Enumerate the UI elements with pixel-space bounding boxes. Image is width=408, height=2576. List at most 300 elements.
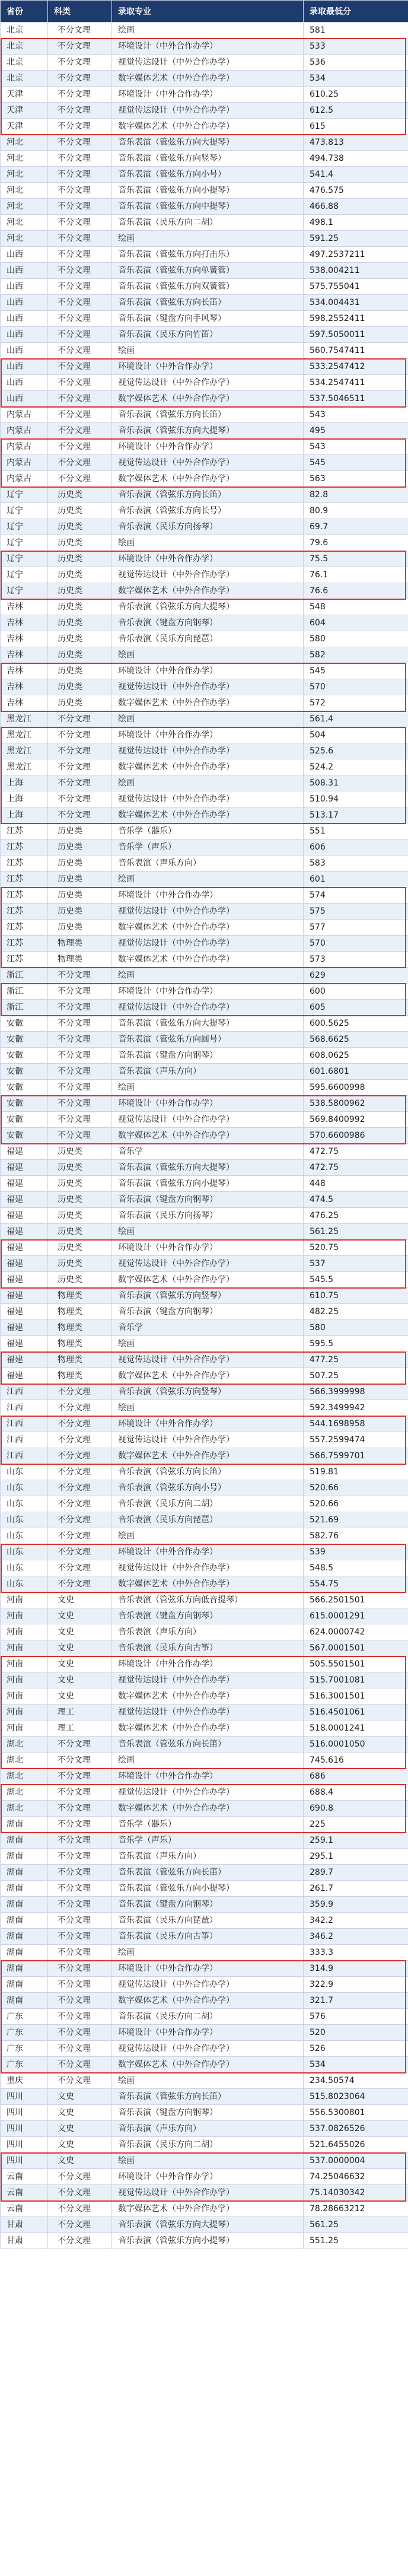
cell-major: 音乐表演（管弦乐方向打击乐） [112, 247, 304, 263]
cell-major: 绘画 [112, 343, 304, 359]
cell-min-score: 548 [304, 599, 408, 615]
cell-min-score: 600.5625 [304, 1016, 408, 1032]
cell-min-score: 472.75 [304, 1144, 408, 1160]
cell-category: 物理类 [48, 1336, 112, 1352]
table-row [1, 295, 408, 311]
cell-category: 历史类 [48, 1224, 112, 1240]
cell-min-score: 525.6 [304, 743, 408, 759]
cell-min-score: 505.5501501 [304, 1656, 408, 1672]
cell-major: 音乐表演（民乐方向扬琴） [112, 519, 304, 535]
cell-category: 不分文理 [48, 135, 112, 151]
table-row [1, 2169, 408, 2185]
cell-major: 音乐表演（民乐方向琵琶） [112, 631, 304, 647]
cell-major: 数字媒体艺术（中外合作办学） [112, 1368, 304, 1384]
cell-min-score: 545 [304, 663, 408, 679]
cell-min-score: 595.5 [304, 1336, 408, 1352]
cell-province: 湖北 [1, 1785, 48, 1801]
table-row [1, 167, 408, 183]
cell-min-score: 624.0000742 [304, 1624, 408, 1640]
cell-province: 四川 [1, 2153, 48, 2169]
table-row [1, 1833, 408, 1849]
cell-major: 环境设计（中外合作办学） [112, 1961, 304, 1977]
cell-province: 湖北 [1, 1737, 48, 1753]
cell-min-score: 537.5046511 [304, 391, 408, 407]
cell-category: 不分文理 [48, 407, 112, 423]
cell-major: 绘画 [112, 711, 304, 727]
cell-min-score: 448 [304, 1176, 408, 1192]
table-row [1, 1592, 408, 1608]
cell-major: 数字媒体艺术（中外合作办学） [112, 1128, 304, 1144]
cell-category: 不分文理 [48, 2169, 112, 2185]
table-row [1, 695, 408, 711]
table-row [1, 1624, 408, 1640]
cell-major: 环境设计（中外合作办学） [112, 1416, 304, 1432]
cell-major: 音乐表演（管弦乐方向大提琴） [112, 1016, 304, 1032]
cell-major: 视觉传达设计（中外合作办学） [112, 904, 304, 920]
table-row [1, 199, 408, 215]
cell-min-score: 534 [304, 2057, 408, 2073]
cell-province: 浙江 [1, 968, 48, 984]
table-row [1, 1993, 408, 2009]
cell-province: 上海 [1, 775, 48, 791]
cell-province: 吉林 [1, 615, 48, 631]
cell-category: 不分文理 [48, 1576, 112, 1592]
table-row [1, 119, 408, 135]
cell-province: 湖南 [1, 1945, 48, 1961]
cell-category: 不分文理 [48, 1801, 112, 1817]
table-row [1, 567, 408, 583]
cell-province: 内蒙古 [1, 423, 48, 439]
cell-province: 江西 [1, 1384, 48, 1400]
cell-major: 视觉传达设计（中外合作办学） [112, 791, 304, 807]
cell-major: 音乐表演（管弦乐方向大提琴） [112, 423, 304, 439]
table-row [1, 1064, 408, 1080]
cell-province: 山西 [1, 263, 48, 279]
cell-min-score: 76.6 [304, 583, 408, 599]
cell-min-score: 582 [304, 647, 408, 663]
table-row [1, 263, 408, 279]
cell-major: 音乐学 [112, 1320, 304, 1336]
cell-province: 黑龙江 [1, 759, 48, 775]
cell-province: 河南 [1, 1704, 48, 1720]
cell-min-score: 572 [304, 695, 408, 711]
cell-category: 物理类 [48, 952, 112, 968]
cell-province: 内蒙古 [1, 439, 48, 455]
cell-province: 安徽 [1, 1048, 48, 1064]
cell-category: 不分文理 [48, 1817, 112, 1833]
cell-category: 历史类 [48, 567, 112, 583]
cell-province: 山东 [1, 1528, 48, 1544]
cell-min-score: 575.755041 [304, 279, 408, 295]
cell-major: 数字媒体艺术（中外合作办学） [112, 391, 304, 407]
table-row [1, 1432, 408, 1448]
cell-category: 不分文理 [48, 1560, 112, 1576]
cell-province: 福建 [1, 1368, 48, 1384]
table-row [1, 279, 408, 295]
cell-province: 山东 [1, 1560, 48, 1576]
table-row [1, 1865, 408, 1881]
table-row [1, 1737, 408, 1753]
cell-category: 不分文理 [48, 968, 112, 984]
cell-min-score: 569.8400992 [304, 1112, 408, 1128]
table-row [1, 215, 408, 231]
cell-min-score: 476.575 [304, 183, 408, 199]
cell-province: 河南 [1, 1672, 48, 1688]
cell-category: 不分文理 [48, 1833, 112, 1849]
table-row [1, 247, 408, 263]
cell-major: 音乐表演（管弦乐方向长笛） [112, 1464, 304, 1480]
cell-category: 不分文理 [48, 23, 112, 39]
cell-min-score: 477.25 [304, 1352, 408, 1368]
cell-major: 视觉传达设计（中外合作办学） [112, 743, 304, 759]
cell-province: 四川 [1, 2089, 48, 2105]
cell-major: 环境设计（中外合作办学） [112, 87, 304, 103]
table-row [1, 407, 408, 423]
table-row [1, 1256, 408, 1272]
cell-category: 不分文理 [48, 343, 112, 359]
cell-min-score: 605 [304, 1000, 408, 1016]
cell-min-score: 566.2501501 [304, 1592, 408, 1608]
cell-category: 历史类 [48, 695, 112, 711]
cell-province: 河北 [1, 167, 48, 183]
cell-province: 福建 [1, 1160, 48, 1176]
table-row [1, 439, 408, 455]
table-row [1, 1272, 408, 1288]
cell-province: 福建 [1, 1256, 48, 1272]
cell-province: 福建 [1, 1320, 48, 1336]
cell-major: 音乐表演（管弦乐方向长号） [112, 503, 304, 519]
cell-major: 数字媒体艺术（中外合作办学） [112, 695, 304, 711]
table-row [1, 663, 408, 679]
table-row [1, 631, 408, 647]
cell-major: 环境设计（中外合作办学） [112, 1656, 304, 1672]
cell-min-score: 536 [304, 55, 408, 71]
cell-category: 不分文理 [48, 1913, 112, 1929]
cell-min-score: 295.1 [304, 1849, 408, 1865]
cell-province: 山东 [1, 1544, 48, 1560]
cell-category: 历史类 [48, 1192, 112, 1208]
table-row [1, 39, 408, 55]
table-row [1, 1160, 408, 1176]
cell-min-score: 610.25 [304, 87, 408, 103]
table-row [1, 775, 408, 791]
cell-min-score: 591.25 [304, 231, 408, 247]
cell-province: 湖南 [1, 1993, 48, 2009]
cell-major: 音乐表演（民乐方向扬琴） [112, 1208, 304, 1224]
cell-province: 山东 [1, 1464, 48, 1480]
cell-major: 环境设计（中外合作办学） [112, 888, 304, 904]
cell-category: 文史 [48, 1608, 112, 1624]
cell-province: 山西 [1, 343, 48, 359]
cell-province: 云南 [1, 2169, 48, 2185]
table-row [1, 1897, 408, 1913]
table-row [1, 647, 408, 663]
cell-category: 不分文理 [48, 39, 112, 55]
cell-min-score: 515.7001081 [304, 1672, 408, 1688]
cell-province: 黑龙江 [1, 727, 48, 743]
cell-min-score: 78.28663212 [304, 2201, 408, 2217]
cell-category: 历史类 [48, 519, 112, 535]
cell-min-score: 521.6455026 [304, 2137, 408, 2153]
cell-category: 理工 [48, 1704, 112, 1720]
cell-major: 视觉传达设计（中外合作办学） [112, 567, 304, 583]
cell-category: 文史 [48, 1672, 112, 1688]
table-row [1, 1448, 408, 1464]
cell-min-score: 556.5300801 [304, 2105, 408, 2121]
cell-category: 历史类 [48, 679, 112, 695]
cell-category: 历史类 [48, 1176, 112, 1192]
cell-major: 音乐表演（管弦乐方向单簧管） [112, 263, 304, 279]
table-row [1, 984, 408, 1000]
table-row [1, 615, 408, 631]
cell-category: 不分文理 [48, 1737, 112, 1753]
cell-category: 物理类 [48, 1368, 112, 1384]
cell-major: 音乐表演（键盘方向钢琴） [112, 1192, 304, 1208]
cell-province: 辽宁 [1, 567, 48, 583]
cell-min-score: 314.9 [304, 1961, 408, 1977]
cell-province: 河北 [1, 151, 48, 167]
cell-min-score: 597.5050011 [304, 327, 408, 343]
table-row [1, 423, 408, 439]
cell-min-score: 574 [304, 888, 408, 904]
cell-province: 福建 [1, 1208, 48, 1224]
cell-min-score: 519.81 [304, 1464, 408, 1480]
table-row [1, 2009, 408, 2025]
cell-province: 天津 [1, 119, 48, 135]
table-row [1, 727, 408, 743]
cell-major: 视觉传达设计（中外合作办学） [112, 1256, 304, 1272]
cell-min-score: 570 [304, 936, 408, 952]
cell-major: 音乐表演（管弦乐方向中提琴） [112, 199, 304, 215]
table-row [1, 1785, 408, 1801]
cell-category: 不分文理 [48, 984, 112, 1000]
cell-category: 不分文理 [48, 391, 112, 407]
cell-category: 历史类 [48, 1160, 112, 1176]
cell-province: 福建 [1, 1144, 48, 1160]
cell-min-score: 612.5 [304, 103, 408, 119]
cell-major: 音乐表演（管弦乐方向竖琴） [112, 1288, 304, 1304]
cell-major: 环境设计（中外合作办学） [112, 359, 304, 375]
cell-category: 物理类 [48, 1288, 112, 1304]
cell-province: 广东 [1, 2057, 48, 2073]
cell-category: 不分文理 [48, 1881, 112, 1897]
cell-min-score: 74.25046632 [304, 2169, 408, 2185]
table-row [1, 1336, 408, 1352]
cell-category: 历史类 [48, 1144, 112, 1160]
cell-major: 绘画 [112, 1528, 304, 1544]
cell-min-score: 575 [304, 904, 408, 920]
cell-category: 历史类 [48, 823, 112, 839]
cell-min-score: 495 [304, 423, 408, 439]
cell-major: 数字媒体艺术（中外合作办学） [112, 1272, 304, 1288]
cell-min-score: 466.88 [304, 199, 408, 215]
cell-major: 音乐表演（管弦乐方向大提琴） [112, 2217, 304, 2233]
cell-min-score: 563 [304, 471, 408, 487]
cell-category: 不分文理 [48, 1945, 112, 1961]
cell-major: 绘画 [112, 1400, 304, 1416]
table-row [1, 87, 408, 103]
cell-min-score: 346.2 [304, 1929, 408, 1945]
cell-category: 文史 [48, 2153, 112, 2169]
table-row [1, 1224, 408, 1240]
cell-min-score: 538.004211 [304, 263, 408, 279]
table-row [1, 1913, 408, 1929]
cell-min-score: 541.4 [304, 167, 408, 183]
cell-major: 绘画 [112, 1224, 304, 1240]
cell-min-score: 604 [304, 615, 408, 631]
cell-min-score: 567.0001501 [304, 1640, 408, 1656]
cell-category: 物理类 [48, 1304, 112, 1320]
table-header [1, 1, 408, 23]
cell-major: 数字媒体艺术（中外合作办学） [112, 1576, 304, 1592]
cell-min-score: 333.3 [304, 1945, 408, 1961]
cell-major: 数字媒体艺术（中外合作办学） [112, 2057, 304, 2073]
cell-category: 历史类 [48, 1208, 112, 1224]
cell-min-score: 570.6600986 [304, 1128, 408, 1144]
cell-min-score: 557.2599474 [304, 1432, 408, 1448]
cell-major: 数字媒体艺术（中外合作办学） [112, 759, 304, 775]
cell-province: 安徽 [1, 1096, 48, 1112]
cell-min-score: 538.5800962 [304, 1096, 408, 1112]
table-row [1, 936, 408, 952]
cell-category: 不分文理 [48, 103, 112, 119]
table-row [1, 1929, 408, 1945]
cell-major: 环境设计（中外合作办学） [112, 727, 304, 743]
cell-major: 音乐表演（管弦乐方向低音提琴） [112, 1592, 304, 1608]
cell-major: 音乐表演（管弦乐方向长笛） [112, 2089, 304, 2105]
cell-category: 不分文理 [48, 167, 112, 183]
cell-major: 音乐表演（民乐方向二胡） [112, 2009, 304, 2025]
cell-min-score: 515.8023064 [304, 2089, 408, 2105]
cell-min-score: 545.5 [304, 1272, 408, 1288]
cell-major: 音乐表演（管弦乐方向长笛） [112, 487, 304, 503]
cell-category: 不分文理 [48, 311, 112, 327]
table-row [1, 1704, 408, 1720]
cell-province: 浙江 [1, 1000, 48, 1016]
cell-major: 视觉传达设计（中外合作办学） [112, 1704, 304, 1720]
cell-province: 吉林 [1, 663, 48, 679]
table-row [1, 1016, 408, 1032]
cell-min-score: 543 [304, 407, 408, 423]
cell-category: 不分文理 [48, 151, 112, 167]
cell-province: 甘肃 [1, 2233, 48, 2249]
cell-min-score: 494.738 [304, 151, 408, 167]
cell-major: 视觉传达设计（中外合作办学） [112, 1000, 304, 1016]
cell-major: 绘画 [112, 23, 304, 39]
cell-category: 不分文理 [48, 215, 112, 231]
cell-province: 河南 [1, 1624, 48, 1640]
table-row [1, 1544, 408, 1560]
cell-major: 音乐表演（声乐方向） [112, 1849, 304, 1865]
cell-major: 视觉传达设计（中外合作办学） [112, 2185, 304, 2201]
cell-province: 河南 [1, 1640, 48, 1656]
cell-major: 数字媒体艺术（中外合作办学） [112, 1688, 304, 1704]
cell-major: 环境设计（中外合作办学） [112, 439, 304, 455]
cell-min-score: 510.94 [304, 791, 408, 807]
table-row [1, 391, 408, 407]
cell-major: 数字媒体艺术（中外合作办学） [112, 471, 304, 487]
cell-major: 环境设计（中外合作办学） [112, 39, 304, 55]
cell-major: 音乐表演（管弦乐方向大提琴） [112, 599, 304, 615]
table-row [1, 151, 408, 167]
table-row [1, 503, 408, 519]
cell-min-score: 582.76 [304, 1528, 408, 1544]
table-row [1, 904, 408, 920]
cell-min-score: 629 [304, 968, 408, 984]
table-row [1, 888, 408, 904]
cell-province: 广东 [1, 2041, 48, 2057]
cell-min-score: 526 [304, 2041, 408, 2057]
cell-province: 江西 [1, 1416, 48, 1432]
cell-category: 不分文理 [48, 1528, 112, 1544]
table-row [1, 1304, 408, 1320]
table-row [1, 343, 408, 359]
cell-category: 不分文理 [48, 1384, 112, 1400]
cell-major: 绘画 [112, 775, 304, 791]
cell-min-score: 79.6 [304, 535, 408, 551]
cell-min-score: 745.616 [304, 1753, 408, 1769]
table-row [1, 103, 408, 119]
cell-province: 内蒙古 [1, 407, 48, 423]
cell-major: 音乐表演（管弦乐方向小提琴） [112, 183, 304, 199]
cell-min-score: 573 [304, 952, 408, 968]
cell-min-score: 234.50574 [304, 2073, 408, 2089]
cell-province: 云南 [1, 2201, 48, 2217]
cell-min-score: 520.75 [304, 1240, 408, 1256]
table-row [1, 1881, 408, 1897]
cell-province: 河南 [1, 1720, 48, 1737]
cell-major: 数字媒体艺术（中外合作办学） [112, 1720, 304, 1737]
cell-category: 不分文理 [48, 359, 112, 375]
cell-category: 不分文理 [48, 1753, 112, 1769]
cell-major: 音乐表演（声乐方向） [112, 1064, 304, 1080]
cell-min-score: 473.813 [304, 135, 408, 151]
cell-province: 湖北 [1, 1753, 48, 1769]
table-row [1, 455, 408, 471]
cell-province: 湖北 [1, 1769, 48, 1785]
cell-province: 江苏 [1, 888, 48, 904]
cell-min-score: 521.69 [304, 1512, 408, 1528]
cell-province: 北京 [1, 71, 48, 87]
table-row [1, 23, 408, 39]
cell-category: 不分文理 [48, 1064, 112, 1080]
cell-major: 音乐学（器乐） [112, 823, 304, 839]
cell-major: 音乐表演（管弦乐方向长笛） [112, 295, 304, 311]
cell-major: 视觉传达设计（中外合作办学） [112, 375, 304, 391]
cell-min-score: 476.25 [304, 1208, 408, 1224]
table-row [1, 1240, 408, 1256]
cell-min-score: 580 [304, 1320, 408, 1336]
cell-category: 历史类 [48, 599, 112, 615]
cell-category: 不分文理 [48, 2185, 112, 2201]
cell-province: 河北 [1, 231, 48, 247]
cell-province: 山东 [1, 1496, 48, 1512]
cell-category: 历史类 [48, 888, 112, 904]
table-row [1, 2185, 408, 2201]
cell-min-score: 551 [304, 823, 408, 839]
cell-province: 福建 [1, 1192, 48, 1208]
cell-category: 历史类 [48, 1272, 112, 1288]
table-row [1, 1368, 408, 1384]
cell-category: 不分文理 [48, 743, 112, 759]
cell-category: 不分文理 [48, 1865, 112, 1881]
cell-min-score: 516.0001050 [304, 1737, 408, 1753]
table-row [1, 1080, 408, 1096]
cell-min-score: 592.3499942 [304, 1400, 408, 1416]
cell-major: 数字媒体艺术（中外合作办学） [112, 71, 304, 87]
cell-major: 环境设计（中外合作办学） [112, 1769, 304, 1785]
cell-min-score: 545 [304, 455, 408, 471]
